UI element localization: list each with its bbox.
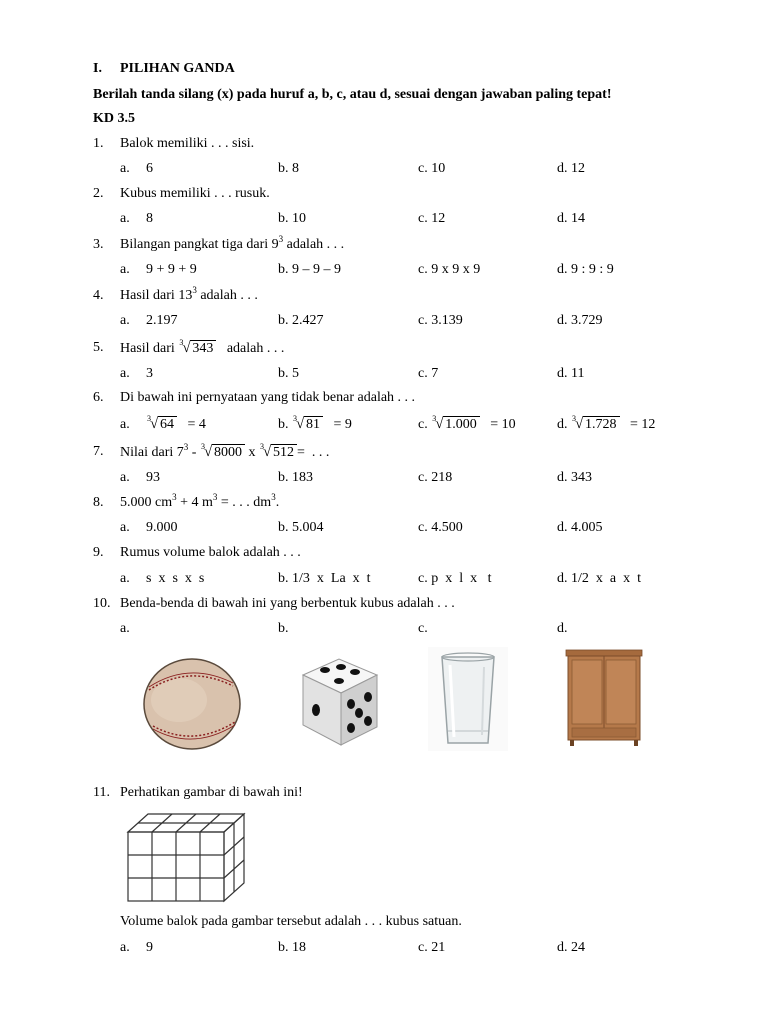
question-text: Balok memiliki . . . sisi.	[120, 136, 255, 151]
option-a[interactable]: a.	[120, 621, 130, 636]
option-d[interactable]: d. 9 : 9 : 9	[557, 262, 614, 277]
option-d[interactable]: d. 4.005	[557, 520, 603, 535]
option-b[interactable]: b. 3 √ 81 = 9	[278, 414, 352, 432]
option-d[interactable]: d. 1/2 x a x t	[557, 571, 641, 586]
kd-label: KD 3.5	[93, 111, 135, 126]
option-b[interactable]: b. 5.004	[278, 520, 324, 535]
option-a[interactable]: a. s x s x s	[120, 571, 205, 586]
option-a[interactable]: a. 9.000	[120, 520, 178, 535]
option-d[interactable]: d. 24	[557, 940, 585, 955]
section-number: I.	[93, 61, 102, 76]
option-c[interactable]: c. 7	[418, 366, 439, 381]
question-number: 4.	[93, 288, 104, 303]
dice-icon[interactable]	[289, 653, 387, 749]
option-c[interactable]: c.	[418, 621, 428, 636]
option-c[interactable]: c. 9 x 9 x 9	[418, 262, 481, 277]
question-text: 5.000 $cm^3 + 4$ $m^3$ = . . . $dm^3$.	[120, 492, 280, 510]
option-a[interactable]: a. 3	[120, 366, 153, 381]
question-text: Kubus memiliki . . . rusuk.	[120, 186, 270, 201]
question-number: 9.	[93, 545, 104, 560]
option-d[interactable]: d. 12	[557, 161, 585, 176]
question-number: 6.	[93, 390, 104, 405]
wardrobe-icon[interactable]	[562, 648, 644, 748]
option-b[interactable]: b. 1/3 x La x t	[278, 571, 371, 586]
option-c[interactable]: c. p x l x t	[418, 571, 492, 586]
option-a[interactable]: a. 3 √ 64 = 4	[120, 414, 206, 432]
question-number: 1.	[93, 136, 104, 151]
option-c[interactable]: c. 4.500	[418, 520, 463, 535]
question-text: Perhatikan gambar di bawah ini!	[120, 785, 303, 800]
question-text: Nilai dari $7^3$ - 3 √ 8000 x 3 √ 512 = . . .	[120, 442, 330, 460]
option-c[interactable]: c. 10	[418, 161, 446, 176]
option-b[interactable]: b. 8	[278, 161, 299, 176]
question-text: Benda-benda di bawah ini yang berbentuk kubus adalah . . .	[120, 596, 455, 611]
option-a[interactable]: a. 93	[120, 470, 160, 485]
question-number: 10.	[93, 596, 111, 611]
question-number: 5.	[93, 340, 104, 355]
instruction: Berilah tanda silang (x) pada huruf a, b, c, atau d, sesuai dengan jawaban paling tepat!	[93, 87, 612, 102]
drinking-glass-icon[interactable]	[428, 647, 508, 751]
option-b[interactable]: b.	[278, 621, 289, 636]
question-text: Di bawah ini pernyataan yang tidak benar adalah . . .	[120, 390, 416, 405]
option-d[interactable]: d. 11	[557, 366, 585, 381]
option-c[interactable]: c. 3 √ 1.000 = 10	[418, 414, 516, 432]
option-c[interactable]: c. 21	[418, 940, 446, 955]
option-a[interactable]: a. 8	[120, 211, 153, 226]
question-text: Hasil dari $13^3$ adalah . . .	[120, 285, 258, 303]
question-text: Bilangan pangkat tiga dari $9^3$ adalah . . .	[120, 234, 345, 252]
option-a[interactable]: a. 9 + 9 + 9	[120, 262, 197, 277]
unit-cube-block-icon	[124, 810, 248, 906]
option-a[interactable]: a. 6	[120, 161, 153, 176]
option-b[interactable]: b. 9 – 9 – 9	[278, 262, 341, 277]
section-title: PILIHAN GANDA	[120, 61, 235, 76]
baseball-icon[interactable]	[141, 656, 243, 752]
question-number: 11.	[93, 785, 110, 800]
question-number: 8.	[93, 495, 104, 510]
option-a[interactable]: a. 2.197	[120, 313, 178, 328]
question-prompt: Volume balok pada gambar tersebut adalah . . . kubus satuan.	[120, 914, 462, 929]
option-d[interactable]: d. 14	[557, 211, 585, 226]
option-c[interactable]: c. 3.139	[418, 313, 463, 328]
question-number: 3.	[93, 237, 104, 252]
option-d[interactable]: d. 3.729	[557, 313, 603, 328]
option-b[interactable]: b. 10	[278, 211, 306, 226]
question-text: Hasil dari 3 √ 343 adalah . . .	[120, 338, 285, 356]
option-d[interactable]: d. 3 √ 1.728 = 12	[557, 414, 656, 432]
option-a[interactable]: a. 9	[120, 940, 153, 955]
option-b[interactable]: b. 18	[278, 940, 306, 955]
option-b[interactable]: b. 183	[278, 470, 313, 485]
question-number: 2.	[93, 186, 104, 201]
option-d[interactable]: d. 343	[557, 470, 592, 485]
option-c[interactable]: c. 218	[418, 470, 453, 485]
question-number: 7.	[93, 444, 104, 459]
option-b[interactable]: b. 5	[278, 366, 299, 381]
option-d[interactable]: d.	[557, 621, 568, 636]
cube-root: 3 √ 343	[179, 340, 216, 357]
option-b[interactable]: b. 2.427	[278, 313, 324, 328]
question-text: Rumus volume balok adalah . . .	[120, 545, 301, 560]
option-c[interactable]: c. 12	[418, 211, 446, 226]
